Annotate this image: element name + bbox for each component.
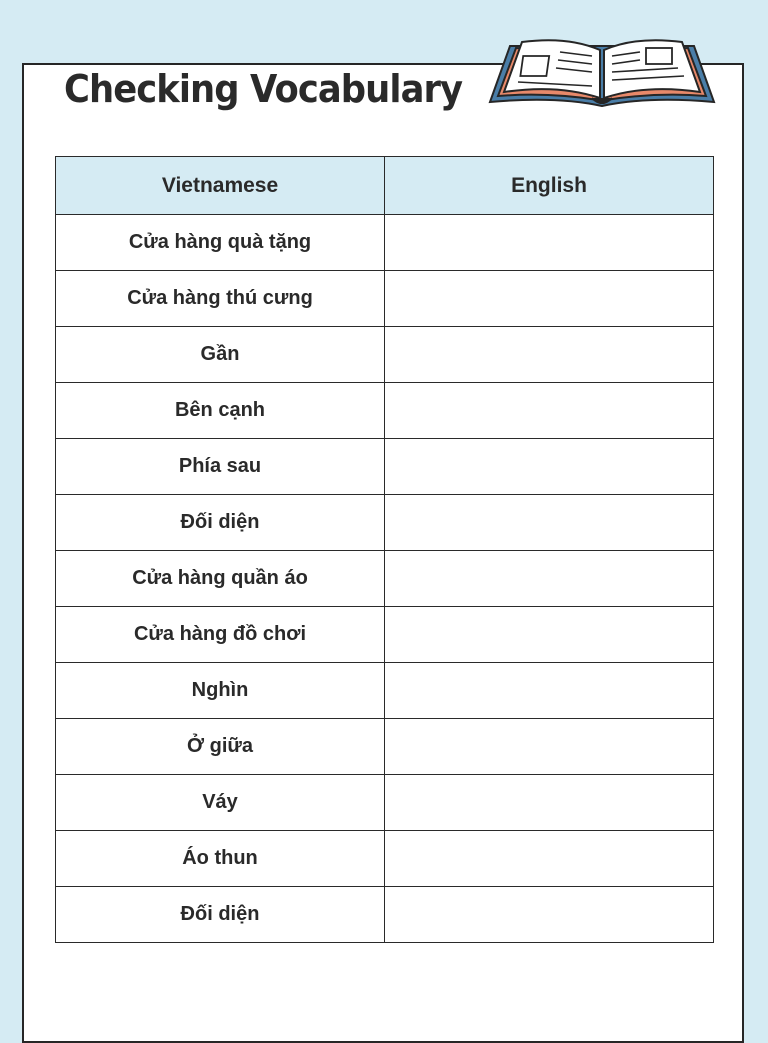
open-book-icon (488, 36, 716, 112)
english-answer-cell[interactable] (385, 327, 714, 383)
vocabulary-table (55, 156, 714, 943)
column-header-english: English (385, 157, 714, 215)
vietnamese-word: Ở giữa (56, 719, 385, 775)
table-row (56, 439, 714, 495)
table-row (56, 607, 714, 663)
vietnamese-word: Cửa hàng thú cưng (56, 271, 385, 327)
english-answer-cell[interactable] (385, 607, 714, 663)
english-answer-cell[interactable] (385, 551, 714, 607)
vietnamese-word: Cửa hàng đồ chơi (56, 607, 385, 663)
vietnamese-word: Gần (56, 327, 385, 383)
vietnamese-word: Phía sau (56, 439, 385, 495)
english-answer-cell[interactable] (385, 439, 714, 495)
table-row (56, 551, 714, 607)
english-answer-cell[interactable] (385, 663, 714, 719)
vietnamese-word: Váy (56, 775, 385, 831)
table-row (56, 663, 714, 719)
vietnamese-word: Đối diện (56, 887, 385, 943)
english-answer-cell[interactable] (385, 719, 714, 775)
english-answer-cell[interactable] (385, 271, 714, 327)
vietnamese-word: Đối diện (56, 495, 385, 551)
vietnamese-word: Nghìn (56, 663, 385, 719)
vietnamese-word: Bên cạnh (56, 383, 385, 439)
column-header-vietnamese: Vietnamese (56, 157, 385, 215)
table-row (56, 383, 714, 439)
english-answer-cell[interactable] (385, 495, 714, 551)
english-answer-cell[interactable] (385, 775, 714, 831)
page-title: Checking Vocabulary (64, 67, 463, 111)
table-row (56, 271, 714, 327)
table-row (56, 831, 714, 887)
table-row (56, 495, 714, 551)
vietnamese-word: Cửa hàng quà tặng (56, 215, 385, 271)
table-row (56, 215, 714, 271)
english-answer-cell[interactable] (385, 831, 714, 887)
table-row (56, 719, 714, 775)
vietnamese-word: Áo thun (56, 831, 385, 887)
table-row (56, 775, 714, 831)
english-answer-cell[interactable] (385, 383, 714, 439)
table-header-row (56, 157, 714, 215)
table-row (56, 887, 714, 943)
table-row (56, 327, 714, 383)
english-answer-cell[interactable] (385, 215, 714, 271)
vietnamese-word: Cửa hàng quần áo (56, 551, 385, 607)
english-answer-cell[interactable] (385, 887, 714, 943)
